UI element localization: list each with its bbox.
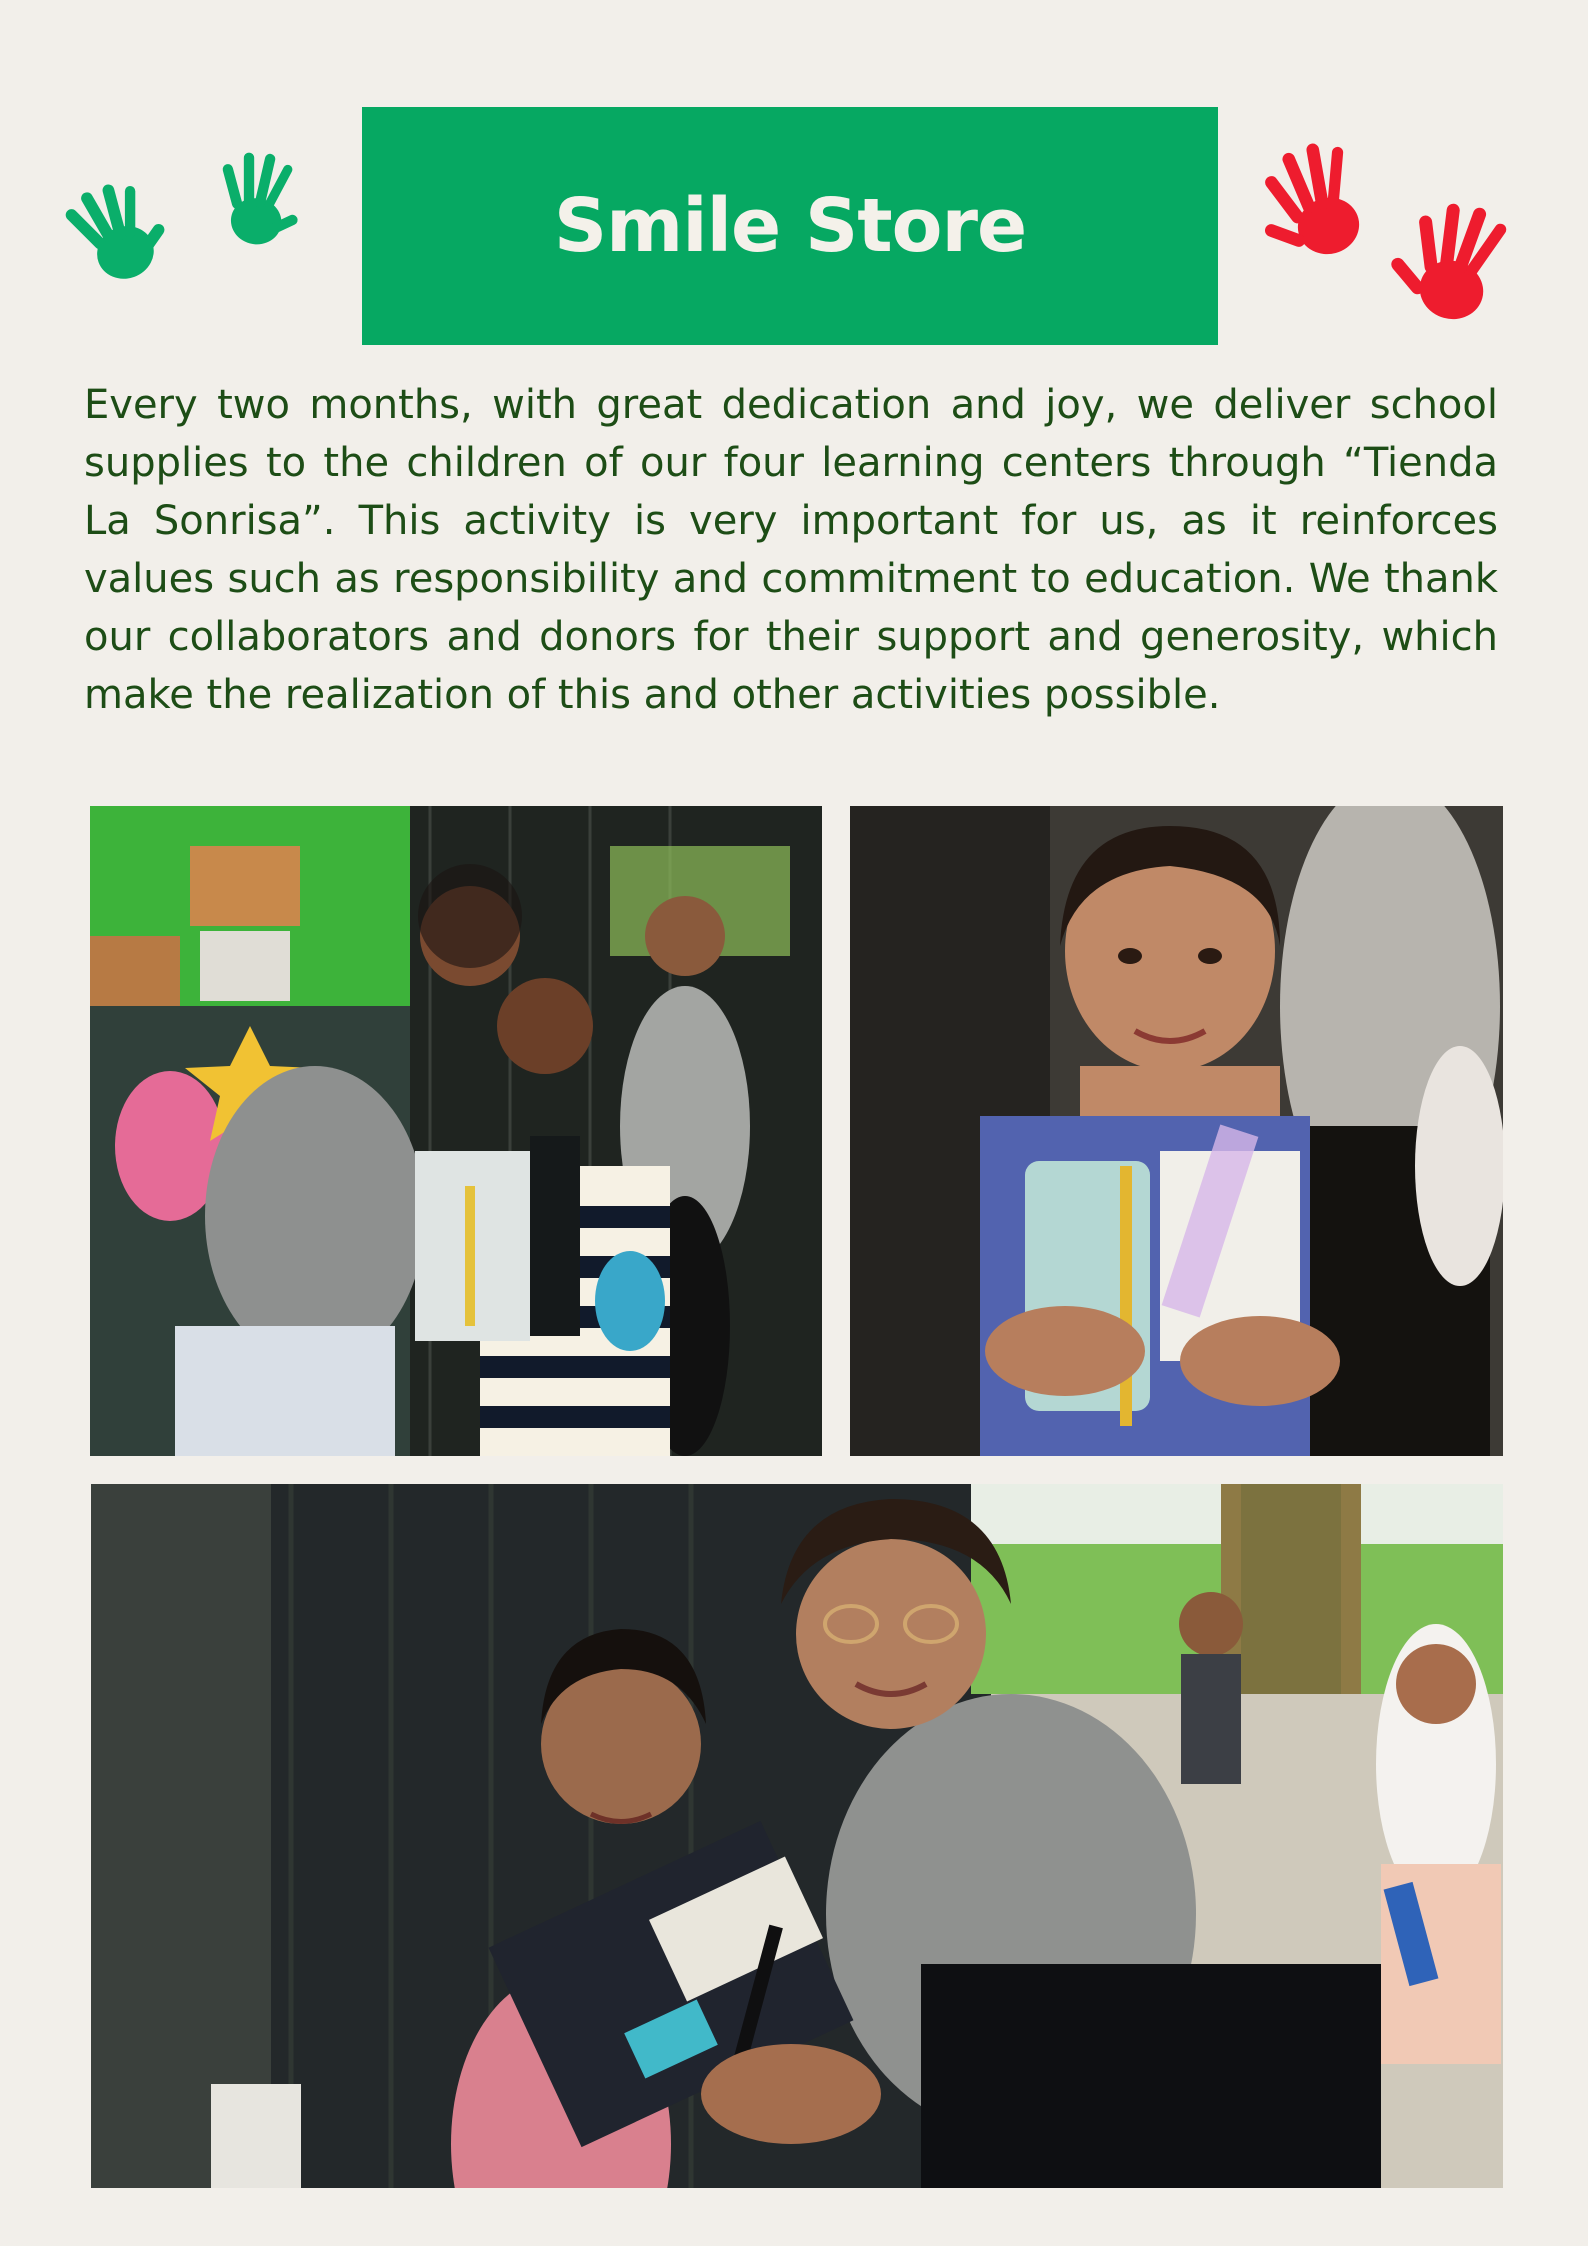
green-hand-print-icon: [44, 175, 184, 305]
photo-volunteer-and-boy: [90, 806, 822, 1456]
red-hand-print-icon: [1385, 195, 1530, 340]
intro-paragraph: Every two months, with great dedication and joy, we deliver school supplies to the children of our four learning centers through “Tienda La Sonrisa”. This activity is very important for us, as it reinforces values such as responsibility and commitment to education. We thank our collaborators and donors for their support and generosity, which make the realization of this and other activities possible.: [84, 382, 1498, 718]
title-banner: [362, 107, 1218, 345]
red-hand-print-icon: [1250, 135, 1390, 275]
photo-girl-with-supplies: [850, 806, 1503, 1456]
photo-volunteer-and-boy-wide: [91, 1484, 1503, 2188]
green-hand-print-icon: [200, 138, 315, 263]
page-title: Smile Store: [553, 183, 1027, 269]
